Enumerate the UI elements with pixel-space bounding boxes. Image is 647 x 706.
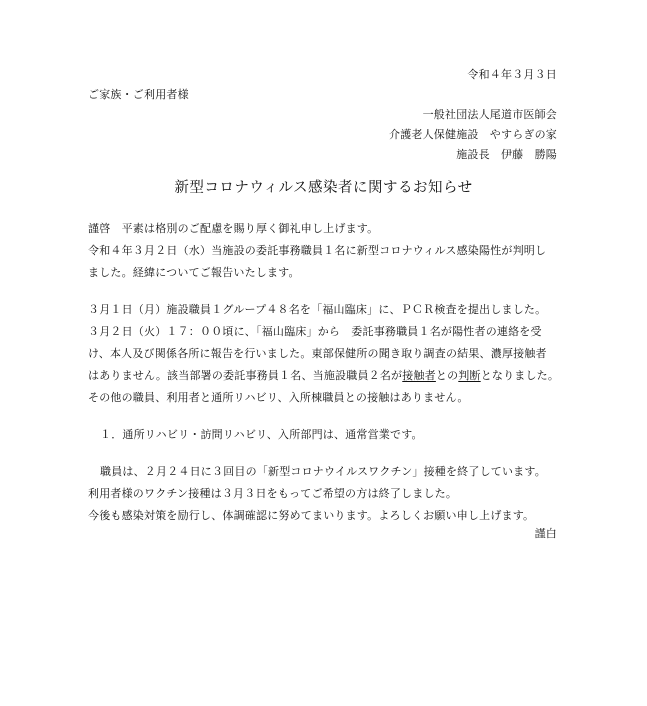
sender-director: 施設長 伊藤 勝陽	[456, 148, 557, 161]
sender-organization: 一般社団法人尾道市医師会	[422, 108, 557, 121]
detail-line-4-pre: はありません。該当部署の委託事務員１名、当施設職員２名が	[88, 369, 403, 382]
intro-line-1: 謹啓 平素は格別のご配慮を賜り厚く御礼申し上げます。	[88, 222, 379, 235]
detail-line-3: け、本人及び関係各所に報告を行いました。東部保健所の聞き取り調査の結果、濃厚接触者	[88, 347, 547, 360]
detail-line-2: ３月２日（火）１７：００頃に、「福山臨床」から 委託事務職員１名が陽性者の連絡を受	[88, 325, 542, 338]
sign-off: 謹白	[534, 527, 557, 540]
addressee: ご家族・ご利用者様	[88, 88, 189, 101]
intro-line-2: 令和４年３月２日（水）当施設の委託事務職員１名に新型コロナウィルス感染陽性が判明し	[88, 244, 547, 257]
closing-line-2: 利用者様のワクチン接種は３月３日をもってご希望の方は終了しました。	[88, 487, 458, 500]
underlined-contact: 接触者	[402, 369, 436, 382]
detail-line-1: ３月１日（月）施設職員１グループ４８名を「福山臨床」に、ＰＣＲ検査を提出しました。	[88, 303, 547, 316]
detail-line-4-mid: との	[435, 369, 459, 382]
document-date: 令和４年３月３日	[467, 68, 557, 81]
item-1: １．通所リハビリ・訪問リハビリ、入所部門は、通常営業です。	[100, 428, 423, 441]
detail-line-5: その他の職員、利用者と通所リハビリ、入所棟職員との接触はありません。	[88, 391, 469, 404]
underlined-judgment: 判断	[458, 369, 481, 382]
detail-line-4	[88, 369, 559, 383]
intro-line-3: ました。経緯についてご報告いたします。	[88, 266, 300, 279]
detail-line-4-post: となりました。	[480, 369, 560, 382]
closing-line-1: 職員は、２月２４日に３回目の「新型コロナウイルスワクチン」接種を終了しています。	[100, 465, 546, 478]
document-title: 新型コロナウィルス感染者に関するお知らせ	[174, 180, 473, 196]
sender-facility: 介護老人保健施設 やすらぎの家	[389, 128, 557, 141]
closing-line-3: 今後も感染対策を励行し、体調確認に努めてまいります。よろしくお願い申し上げます。	[88, 509, 535, 522]
